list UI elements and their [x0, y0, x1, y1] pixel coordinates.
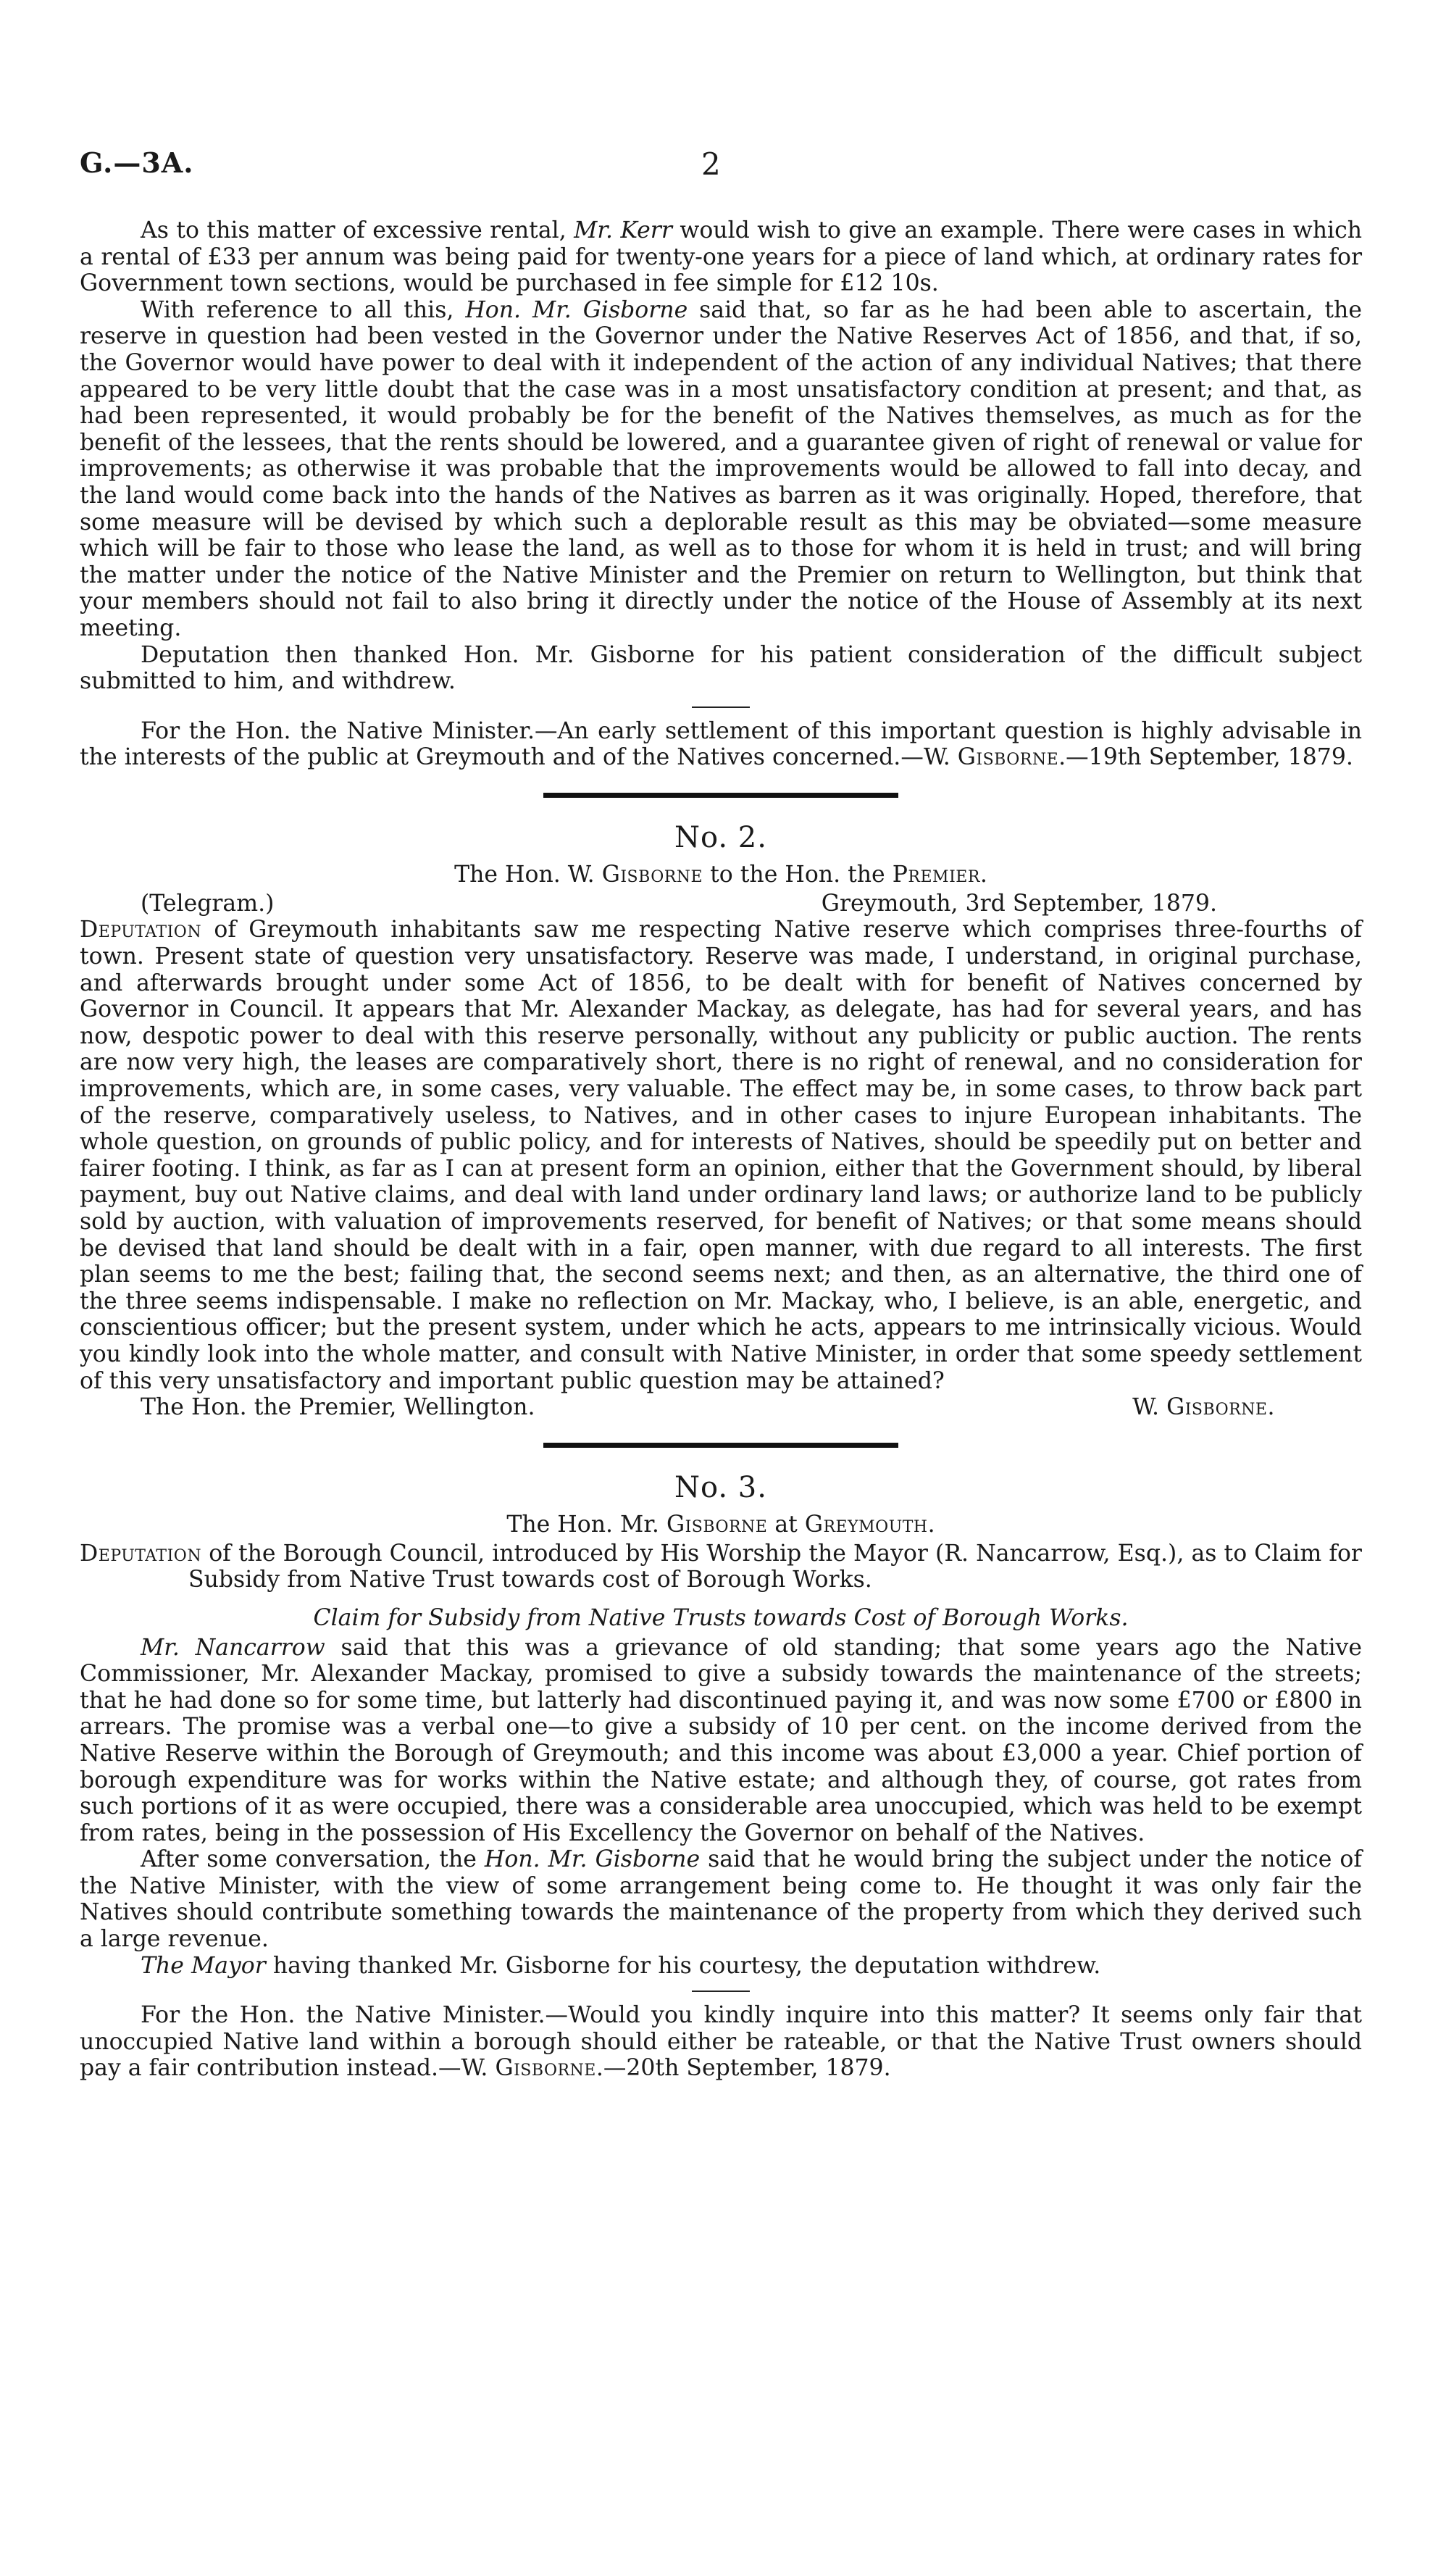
- paragraph-gisborne-reply: With reference to all this, Hon. Mr. Gisborne said that, so far as he had been able to ascertain, the reserve in question had been vested in the Governor under the Native Reserves Act of 1856, and that, if so, the Governor would have power to deal with it independent of the action of any individual Natives; that there appeared to be very little doubt that the case was in a most unsatisfactory condition at present; and that, as had been represented, it would probably be for the benefit of the Natives themselves, as much as for the benefit of the lessees, that the rents should be lowered, and a guarantee given of right of renewal or value for improvements; as otherwise it was probable that the improvements would be allowed to fall into decay, and the land would come back into the hands of the Natives as barren as it was originally. Hoped, therefore, that some measure will be devised by which such a deplorable result as this may be obviated—some measure which will be fair to those who lease the land, as well as to those for whom it is held in trust; and will bring the matter under the notice of the Native Minister and the Premier on return to Wellington, but think that your members should not fail to also bring it directly under the notice of the House of Assembly at its next meeting.: [80, 296, 1362, 641]
- telegram-line: [80, 891, 1362, 917]
- document-reference: G.—3A.: [80, 146, 194, 179]
- short-divider: [692, 1991, 750, 1992]
- telegram-body: Deputation of Greymouth inhabitants saw me respecting Native reserve which comprises three-fourths of town. Present state of question very unsatisfactory. Reserve was made, I understand, in original purchase, and afterwards brought under some Act of 1856, to be dealt with for benefit of Natives concerned by Governor in Council. It appears that Mr. Alexander Mackay, as delegate, has had for several years, and has now, despotic power to deal with this reserve personally, without any publicity or public auction. The rents are now very high, the leases are comparatively short, there is no right of renewal, and no consideration for improvements, which are, in some cases, very valuable. The effect may be, in some cases, to throw back part of the reserve, comparatively useless, to Natives, and in other cases to injure European inhabitants. The whole question, on grounds of public policy, and for interests of Natives, should be speedily put on better and fairer footing. I think, as far as I can at present form an opinion, either that the Government should, by liberal payment, buy out Native claims, and deal with land under ordinary land laws; or authorize land to be publicly sold by auction, with valuation of improvements reserved, for benefit of Natives; or that some means should be devised that land should be dealt with in a fair, open manner, with due regard to all interests. The first plan seems to me the best; failing that, the second seems next; and then, as an alternative, the third one of the three seems indispensable. I make no reflection on Mr. Mackay, who, I believe, is an able, energetic, and conscientious officer; but the present system, under which he acts, appears to me intrinsically vicious. Would you kindly look into the whole matter, and consult with Native Minister, in order that some speedy settlement of this very unsatisfactory and important public question may be attained?: [80, 917, 1362, 1394]
- paragraph-nancarrow: Mr. Nancarrow said that this was a grievance of old standing; that some years ago the Native Commissioner, Mr. Alexander Mackay, promised to give a subsidy towards the maintenance of the streets; that he had done so for some time, but latterly had discontinued paying it, and was now some £700 or £800 in arrears. The promise was a verbal one—to give a subsidy of 10 per cent. on the income derived from the Native Reserve within the Borough of Greymouth; and this income was about £3,000 a year. Chief portion of borough expenditure was for works within the Native estate; and although they, of course, got rates from such portions of it as were occupied, there was a considerable area unoccupied, which was held to be exempt from rates, being in the possession of His Excellency the Governor on behalf of the Natives.: [80, 1634, 1362, 1846]
- paragraph-excessive-rental: As to this matter of excessive rental, Mr. Kerr would wish to give an example. There were cases in which a rental of £33 per annum was being paid for twenty-one years for a piece of land which, at ordinary rates for Government town sections, would be purchased in fee simple for £12 10s.: [80, 217, 1362, 297]
- signature: W. Gisborne.: [1132, 1394, 1275, 1421]
- addressee: The Hon. the Premier, Wellington.: [141, 1394, 535, 1421]
- section-divider: [543, 1443, 898, 1448]
- section-subheading-no2: The Hon. W. Gisborne to the Hon. the Premier.: [454, 861, 987, 888]
- page-number: 2: [701, 146, 721, 182]
- section-heading-no2: No. 2.: [674, 820, 767, 854]
- telegram-place-date: Greymouth, 3rd September, 1879.: [821, 890, 1217, 917]
- deputation-description: Deputation of the Borough Council, introduced by His Worship the Mayor (R. Nancarrow, Esq.), as to Claim for Subsidy from Native Trust towards cost of Borough Works.: [80, 1540, 1362, 1593]
- minute-native-minister-2: For the Hon. the Native Minister.—Would you kindly inquire into this matter? It seems only fair that unoccupied Native land within a borough should either be rateable, or that the Native Trust owners should pay a fair contribution instead.—W. Gisborne.—20th September, 1879.: [80, 2002, 1362, 2082]
- paragraph-deputation-withdrew: Deputation then thanked Hon. Mr. Gisborne for his patient consideration of the difficult subject submitted to him, and withdrew.: [80, 641, 1362, 695]
- minute-native-minister-1: For the Hon. the Native Minister.—An early settlement of this important question is highly advisable in the interests of the public at Greymouth and of the Natives concerned.—W. Gisborne.—19th September, 1879.: [80, 717, 1362, 771]
- claim-title: Claim for Subsidy from Native Trusts towards Cost of Borough Works.: [313, 1604, 1129, 1631]
- telegram-label: (Telegram.): [141, 890, 275, 917]
- section-subheading-no3: The Hon. Mr. Gisborne at Greymouth.: [506, 1511, 935, 1538]
- paragraph-mayor-thanks: The Mayor having thanked Mr. Gisborne for his courtesy, the deputation withdrew.: [141, 1952, 1101, 1979]
- section-divider: [543, 793, 898, 798]
- paragraph-gisborne-response: After some conversation, the Hon. Mr. Gisborne said that he would bring the subject under the notice of the Native Minister, with the view of some arrangement being come to. He thought it was only fair the Natives should contribute something towards the maintenance of the property from which they derived such a large revenue.: [80, 1846, 1362, 1953]
- page-header: [80, 146, 1362, 190]
- telegram-signoff: [80, 1394, 1362, 1421]
- section-heading-no3: No. 3.: [674, 1470, 767, 1504]
- document-body: [80, 217, 1362, 2082]
- short-divider: [692, 706, 750, 708]
